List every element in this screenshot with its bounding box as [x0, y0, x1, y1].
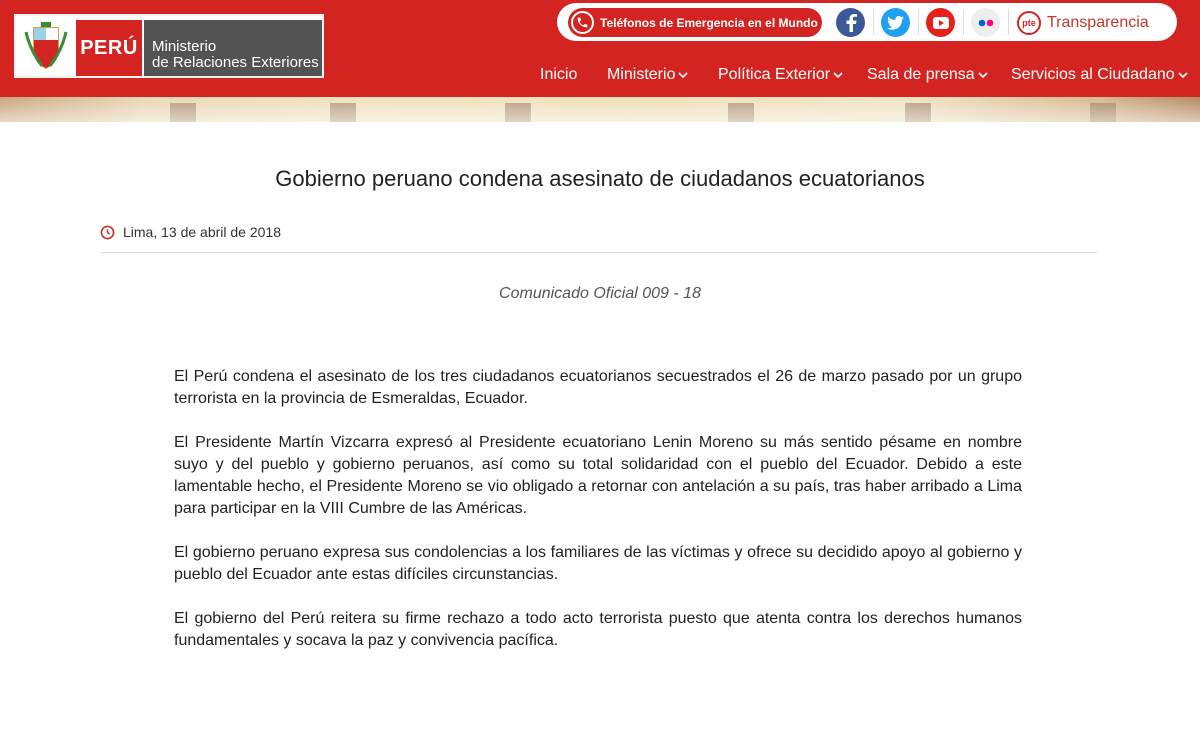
utility-bar	[557, 3, 1177, 41]
article-paragraph: El Perú condena el asesinato de los tres ciudadanos ecuatorianos secuestrados el 26 de marzo pasado por un grupo terrorista en la provincia de Esmeraldas, Ecuador.	[174, 368, 1022, 407]
nav-label: Servicios al Ciudadano	[1011, 66, 1175, 83]
nav-label: Política Exterior	[718, 66, 831, 83]
banner-fade	[0, 97, 1200, 122]
divider	[1008, 9, 1009, 35]
chevron-down-icon	[678, 72, 688, 79]
communique-number: Comunicado Oficial 009 - 18	[499, 285, 701, 302]
divider	[918, 9, 919, 35]
article-paragraph: El gobierno del Perú reitera su firme rechazo a todo acto terrorista puesto que atenta contra los derechos humanos fundamentales y socava la paz y convivencia pacífica.	[174, 610, 1022, 649]
nav-item-servicios-al-ciudadano[interactable]	[1011, 66, 1188, 84]
divider	[963, 9, 964, 35]
chevron-down-icon	[833, 72, 843, 79]
article-paragraph: El gobierno peruano expresa sus condolencias a los familiares de las víctimas y ofrece su decidido apoyo al gobierno y pueblo del Ecuador ante estas difíciles circunstancias.	[174, 544, 1022, 583]
article-body	[174, 366, 1022, 674]
facebook-icon[interactable]	[836, 8, 865, 37]
twitter-icon[interactable]	[881, 8, 910, 37]
article-paragraph: El Presidente Martín Vizcarra expresó al Presidente ecuatoriano Lenin Moreno su más sentido pésame en nombre suyo y del pueblo y gobierno peruanos, así como su total solidaridad con el pueblo del Ecuador. Debido a este lamentable hecho, el Presidente Moreno se vio obligado a retornar con antelación a su país, tras haber arribado a Lima para participar en la VIII Cumbre de las Américas.	[174, 434, 1022, 517]
nav-item-sala-de-prensa[interactable]	[867, 66, 988, 84]
main-nav	[0, 66, 1200, 88]
transparency-label: Transparencia	[1047, 13, 1149, 31]
header-banner-image	[0, 97, 1200, 122]
divider	[100, 252, 1097, 253]
nav-item-politica-exterior[interactable]	[718, 66, 843, 84]
chevron-down-icon	[1178, 72, 1188, 79]
divider	[873, 9, 874, 35]
ministry-line1: Ministerio	[152, 38, 217, 55]
flickr-icon[interactable]	[971, 8, 1000, 37]
nav-label: Sala de prensa	[867, 66, 975, 83]
phone-icon	[571, 11, 594, 34]
nav-item-inicio[interactable]	[540, 66, 577, 84]
article-title: Gobierno peruano condena asesinato de ciudadanos ecuatorianos	[275, 166, 925, 191]
date-text: Lima, 13 de abril de 2018	[123, 224, 281, 240]
ministry-line2: de Relaciones Exteriores	[152, 54, 319, 71]
emergency-phones-button[interactable]	[568, 8, 822, 37]
chevron-down-icon	[978, 72, 988, 79]
youtube-icon[interactable]	[926, 8, 955, 37]
article-date	[100, 224, 281, 240]
transparency-badge-icon: pte	[1017, 11, 1041, 35]
clock-icon	[100, 225, 115, 240]
emergency-label: Teléfonos de Emergencia en el Mundo	[600, 15, 818, 30]
logo-country-text: PERÚ	[76, 20, 142, 76]
transparency-link[interactable]	[1017, 8, 1149, 37]
site-header	[0, 0, 1200, 97]
nav-label: Ministerio	[607, 66, 676, 83]
nav-label: Inicio	[540, 66, 578, 83]
nav-item-ministerio[interactable]	[607, 66, 688, 84]
